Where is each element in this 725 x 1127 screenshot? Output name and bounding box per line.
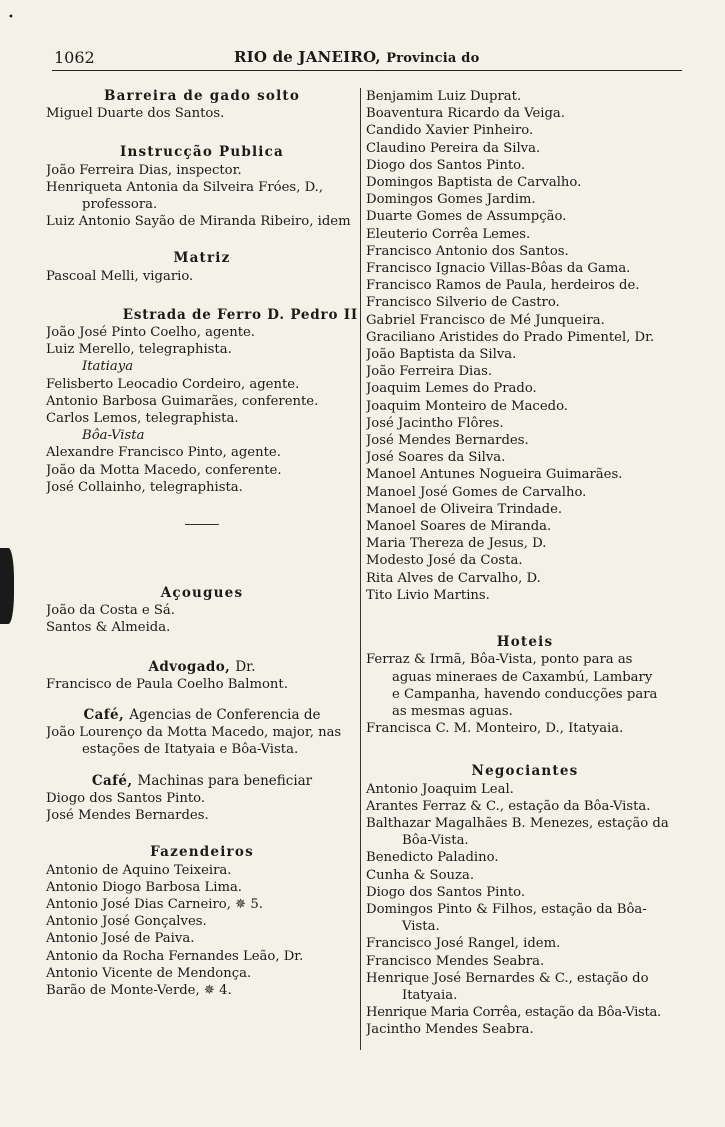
entry: Antonio da Rocha Fernandes Leão, Dr. <box>46 948 304 964</box>
entry: José Mendes Bernardes. <box>366 433 529 449</box>
entry: Duarte Gomes de Assumpção. <box>366 209 567 225</box>
entry: Balthazar Magalhães B. Menezes, estação da <box>366 815 669 831</box>
section-negociantes <box>366 763 684 1038</box>
entry: Henrique José Bernardes & C., estação do <box>366 970 649 986</box>
entry: Benjamim Luiz Duprat. <box>366 89 522 104</box>
entry-continuation: e Campanha, havendo conducções para <box>392 686 658 702</box>
entry: Antonio de Aquino Teixeira. <box>46 862 232 878</box>
entry: José Soares da Silva. <box>366 450 506 466</box>
entry: José Mendes Bernardes. <box>46 808 209 824</box>
entry: Antonio Diogo Barbosa Lima. <box>46 879 242 895</box>
entry: Henriqueta Antonia da Silveira Fróes, D., <box>46 179 324 195</box>
entry: João Ferreira Dias, inspector. <box>46 162 242 178</box>
section-heading <box>46 773 358 790</box>
entry: Manoel de Oliveira Trindade. <box>366 501 563 517</box>
section-heading <box>46 707 358 724</box>
entry: Miguel Duarte dos Santos. <box>46 106 225 122</box>
entry: José Jacintho Flôres. <box>366 415 504 431</box>
entry: Antonio José Gonçalves. <box>46 914 207 930</box>
entry: Francisco Silverio de Castro. <box>366 295 560 311</box>
entry: Claudino Pereira da Silva. <box>366 140 541 156</box>
section-fazendeiros-continued <box>366 88 684 604</box>
entry: Boaventura Ricardo da Veiga. <box>366 106 565 122</box>
entry-continuation: as mesmas aguas. <box>392 703 513 719</box>
entry: Manoel Soares de Miranda. <box>366 519 552 535</box>
section-heading: Matriz <box>173 250 231 267</box>
entry: Santos & Almeida. <box>46 620 171 636</box>
section-estrada <box>46 307 358 496</box>
page-title-main: RIO de JANEIRO, <box>234 48 381 66</box>
entry: Antonio José Dias Carneiro, ✵ 5. <box>46 896 263 912</box>
entry: Graciliano Aristides do Prado Pimentel, Dr. <box>366 329 655 345</box>
entry: Ferraz & Irmã, Bôa-Vista, ponto para as <box>366 652 633 668</box>
entry: Maria Thereza de Jesus, D. <box>366 536 547 552</box>
entry: Diogo dos Santos Pinto. <box>366 157 526 173</box>
section-cafe-machinas <box>46 773 358 825</box>
entry: João da Costa e Sá. <box>46 603 175 619</box>
section-heading: Hoteis <box>496 634 554 651</box>
entry: Benedicto Paladino. <box>366 850 499 866</box>
section-heading <box>46 659 358 676</box>
entry: Candido Xavier Pinheiro. <box>366 123 534 139</box>
entry: Eleuterio Corrêa Lemes. <box>366 226 531 242</box>
entry: Diogo dos Santos Pinto. <box>366 884 526 900</box>
entry: Arantes Ferraz & C., estação da Bôa-Vista. <box>366 798 651 814</box>
entry: Antonio Barbosa Guimarães, conferente. <box>46 393 319 409</box>
entry: Domingos Gomes Jardim. <box>366 192 536 208</box>
entry-continuation: professora. <box>82 197 158 213</box>
entry: Pascoal Melli, vigario. <box>46 268 194 284</box>
entry: Cunha & Souza. <box>366 867 475 883</box>
section-acougues <box>46 585 358 637</box>
section-advogado <box>46 659 358 693</box>
entry: Manoel Antunes Nogueira Guimarães. <box>366 467 623 483</box>
entry: João José Pinto Coelho, agente. <box>46 325 255 341</box>
entry: Jacintho Mendes Seabra. <box>366 1022 534 1038</box>
entry-continuation: Itatyaia. <box>402 987 458 1003</box>
entry: Domingos Baptista de Carvalho. <box>366 175 582 191</box>
binding-shadow <box>0 548 14 624</box>
entry: João Ferreira Dias. <box>366 364 493 380</box>
entry: Francisca C. M. Monteiro, D., Itatyaia. <box>366 721 624 737</box>
section-barreira <box>46 88 358 122</box>
section-cafe-agencias <box>46 707 358 759</box>
entry: José Collainho, telegraphista. <box>46 479 243 495</box>
entry: Barão de Monte-Verde, ✵ 4. <box>46 982 232 998</box>
entry: Francisco Mendes Seabra. <box>366 953 545 969</box>
entry: Carlos Lemos, telegraphista. <box>46 411 239 427</box>
right-column <box>366 88 684 1039</box>
section-rule <box>185 524 219 525</box>
heading-tail: Agencias de Conferencia de <box>129 707 321 724</box>
column-divider <box>360 88 361 1050</box>
section-hoteis <box>366 634 684 737</box>
entry: Alexandre Francisco Pinto, agente. <box>46 445 281 461</box>
heading-main: Café, <box>91 772 133 789</box>
subsection-title: Bôa-Vista <box>82 428 145 444</box>
subsection-title: Itatiaya <box>82 359 134 375</box>
entry: Domingos Pinto & Filhos, estação da Bôa- <box>366 901 647 917</box>
page-number: 1062 <box>54 48 95 67</box>
entry: João da Motta Macedo, conferente. <box>46 462 282 478</box>
heading-main: Café, <box>83 707 125 724</box>
section-heading: Açougues <box>160 585 244 602</box>
entry: Francisco José Rangel, idem. <box>366 936 561 952</box>
entry: Francisco Ignacio Villas-Bôas da Gama. <box>366 261 631 277</box>
page-title <box>234 48 479 66</box>
section-heading: Instrucção Publica <box>119 144 285 161</box>
entry-continuation: aguas mineraes de Caxambú, Lambary <box>392 669 653 685</box>
entry: Francisco de Paula Coelho Balmont. <box>46 676 288 692</box>
entry-continuation: Bôa-Vista. <box>402 833 469 849</box>
section-fazendeiros <box>46 844 358 999</box>
section-instruccao <box>46 144 358 230</box>
entry: Modesto José da Costa. <box>366 553 523 569</box>
entry-continuation: Vista. <box>402 919 440 935</box>
entry: Felisberto Leocadio Cordeiro, agente. <box>46 376 300 392</box>
entry-continuation: estações de Itatyaia e Bôa-Vista. <box>82 742 299 758</box>
page-title-sub: Provincia do <box>386 51 480 66</box>
entry: Antonio Vicente de Mendonça. <box>46 965 252 981</box>
section-heading: Estrada de Ferro D. Pedro II <box>122 306 358 323</box>
section-heading: Negociantes <box>471 763 579 780</box>
entry: Francisco Ramos de Paula, herdeiros de. <box>366 278 640 294</box>
heading-main: Advogado, <box>148 658 231 675</box>
entry: Francisco Antonio dos Santos. <box>366 243 569 259</box>
entry: Antonio José de Paiva. <box>46 931 195 947</box>
entry: Tito Livio Martins. <box>366 587 490 603</box>
entry: Luiz Merello, telegraphista. <box>46 342 232 358</box>
section-heading: Fazendeiros <box>150 844 254 861</box>
margin-mark: • <box>8 12 14 23</box>
left-column <box>46 88 358 999</box>
heading-tail: Machinas para beneficiar <box>137 772 313 789</box>
page-header <box>52 46 682 71</box>
entry: Luiz Antonio Sayão de Miranda Ribeiro, idem <box>46 214 351 230</box>
entry: Antonio Joaquim Leal. <box>366 781 514 797</box>
entry: João Lourenço da Motta Macedo, major, nas <box>46 725 342 741</box>
section-matriz <box>46 250 358 284</box>
entry: Joaquim Lemes do Prado. <box>366 381 537 397</box>
entry: Henrique Maria Corrêa, estação da Bôa-Vista. <box>366 1005 661 1021</box>
entry: Manoel José Gomes de Carvalho. <box>366 484 587 500</box>
heading-tail: Dr. <box>235 658 256 675</box>
entry: João Baptista da Silva. <box>366 347 517 363</box>
entry: Rita Alves de Carvalho, D. <box>366 570 541 586</box>
section-heading: Barreira de gado solto <box>103 88 301 104</box>
entry: Joaquim Monteiro de Macedo. <box>366 398 568 414</box>
entry: Gabriel Francisco de Mé Junqueira. <box>366 312 605 328</box>
entry: Diogo dos Santos Pinto. <box>46 790 206 806</box>
